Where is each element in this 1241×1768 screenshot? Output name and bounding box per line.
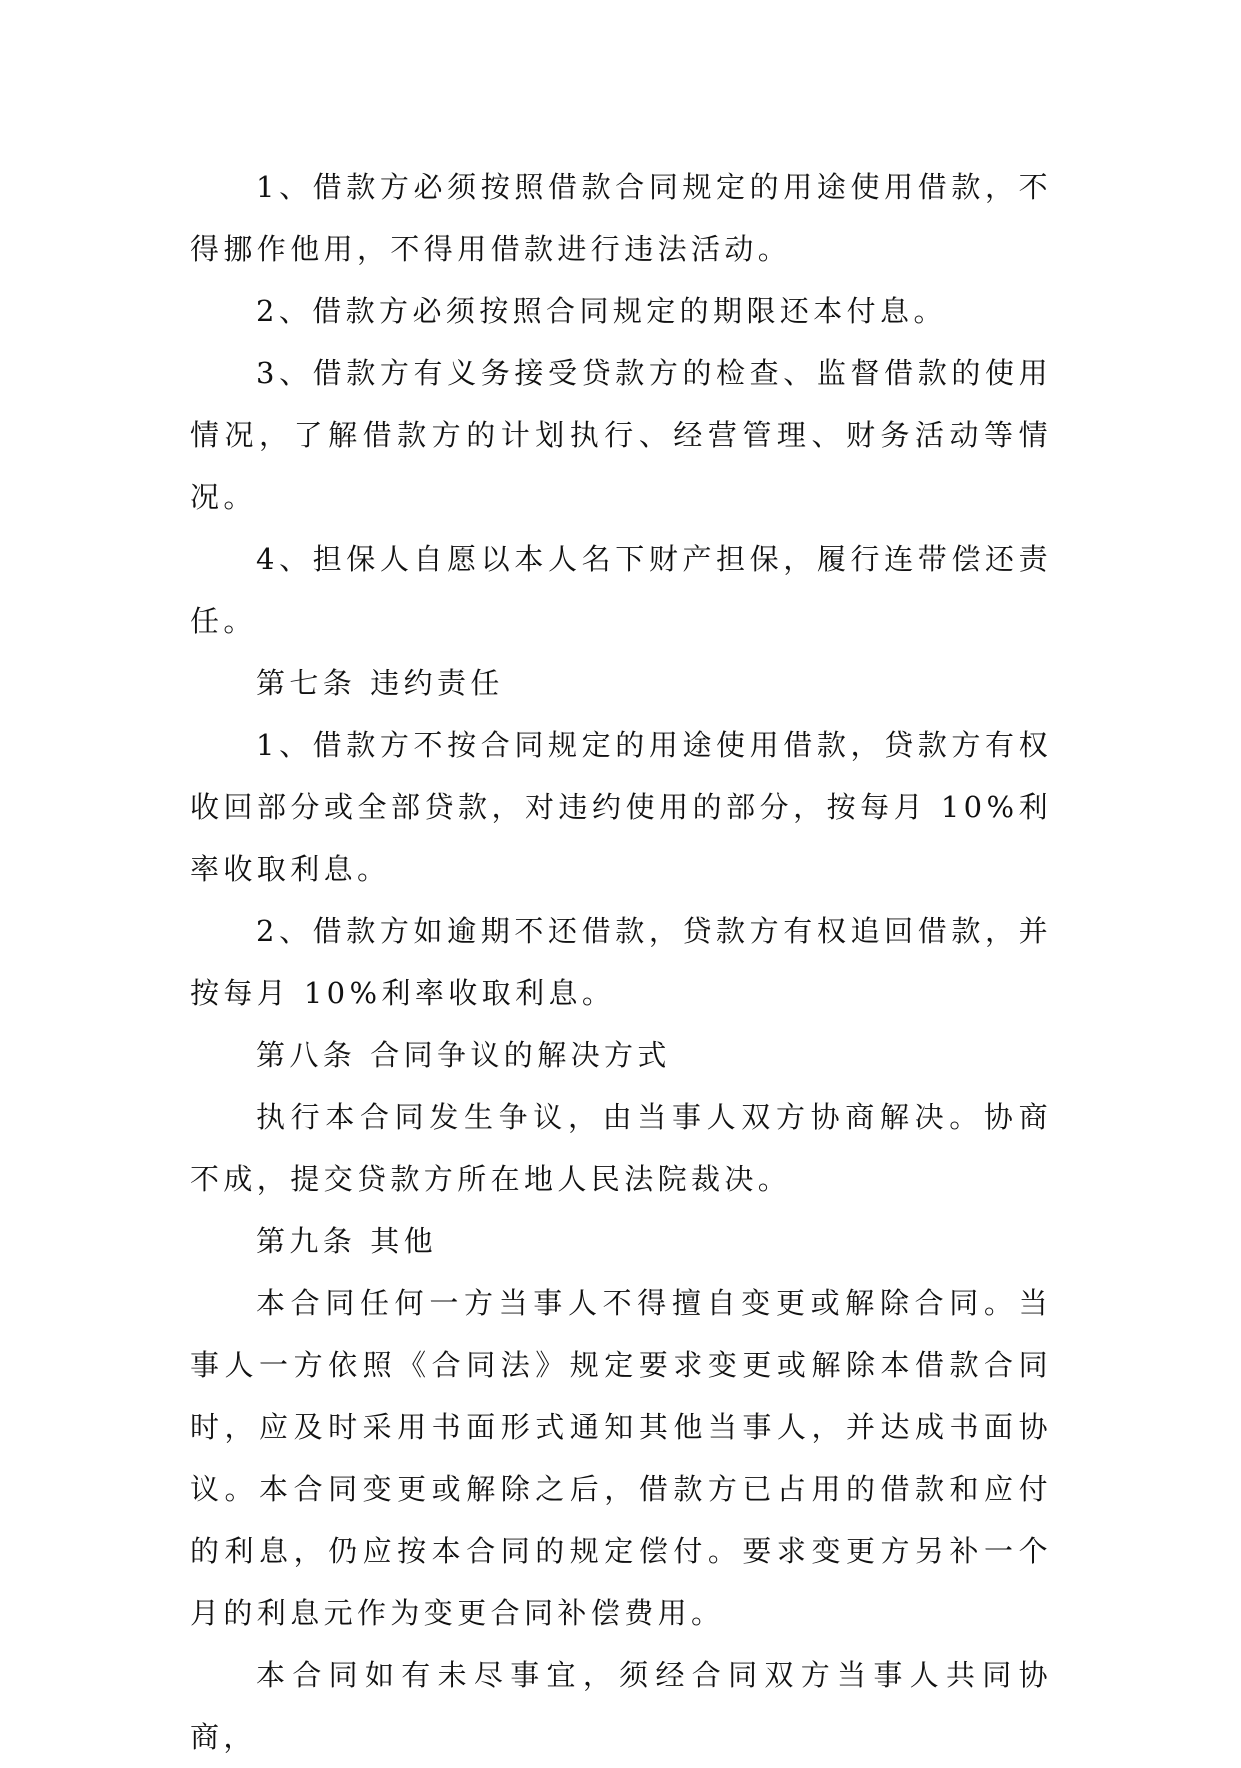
paragraph-breach-2: 2、借款方如逾期不还借款，贷款方有权追回借款，并按每月 10%利率收取利息。 [190, 914, 1052, 1010]
article-title: 违约责任 [370, 666, 504, 700]
article-title: 其他 [370, 1224, 438, 1258]
section-heading-article-9 [190, 1210, 1052, 1272]
section-heading-article-7 [190, 652, 1052, 714]
paragraph-obligation-4: 4、担保人自愿以本人名下财产担保，履行连带偿还责任。 [190, 542, 1052, 638]
paragraph-breach-1: 1、借款方不按合同规定的用途使用借款，贷款方有权收回部分或全部贷款，对违约使用的部分，按每月 10%利率收取利息。 [190, 728, 1052, 886]
paragraph-modification: 本合同任何一方当事人不得擅自变更或解除合同。当事人一方依照《合同法》规定要求变更或解除本借款合同时，应及时采用书面形式通知其他当事人，并达成书面协议。本合同变更或解除之后，借款方已占用的借款和应付的利息，仍应按本合同的规定偿付。要求变更方另补一个月的利息元作为变更合同补偿费用。 [190, 1286, 1052, 1630]
section-heading-article-8 [190, 1024, 1052, 1086]
paragraph-obligation-1: 1、借款方必须按照借款合同规定的用途使用借款，不得挪作他用，不得用借款进行违法活动。 [190, 170, 1052, 266]
article-title: 合同争议的解决方式 [370, 1038, 671, 1072]
paragraph-obligation-2: 2、借款方必须按照合同规定的期限还本付息。 [256, 294, 947, 328]
paragraph-dispute-resolution: 执行本合同发生争议，由当事人双方协商解决。协商不成，提交贷款方所在地人民法院裁决。 [190, 1100, 1052, 1196]
article-number: 第七条 [256, 666, 357, 700]
paragraph-supplementary: 本合同如有未尽事宜，须经合同双方当事人共同协商， [190, 1658, 1052, 1754]
article-number: 第九条 [256, 1224, 357, 1258]
article-number: 第八条 [256, 1038, 357, 1072]
document-page [190, 156, 1052, 1768]
paragraph-obligation-3: 3、借款方有义务接受贷款方的检查、监督借款的使用情况，了解借款方的计划执行、经营管理、财务活动等情况。 [190, 356, 1052, 514]
